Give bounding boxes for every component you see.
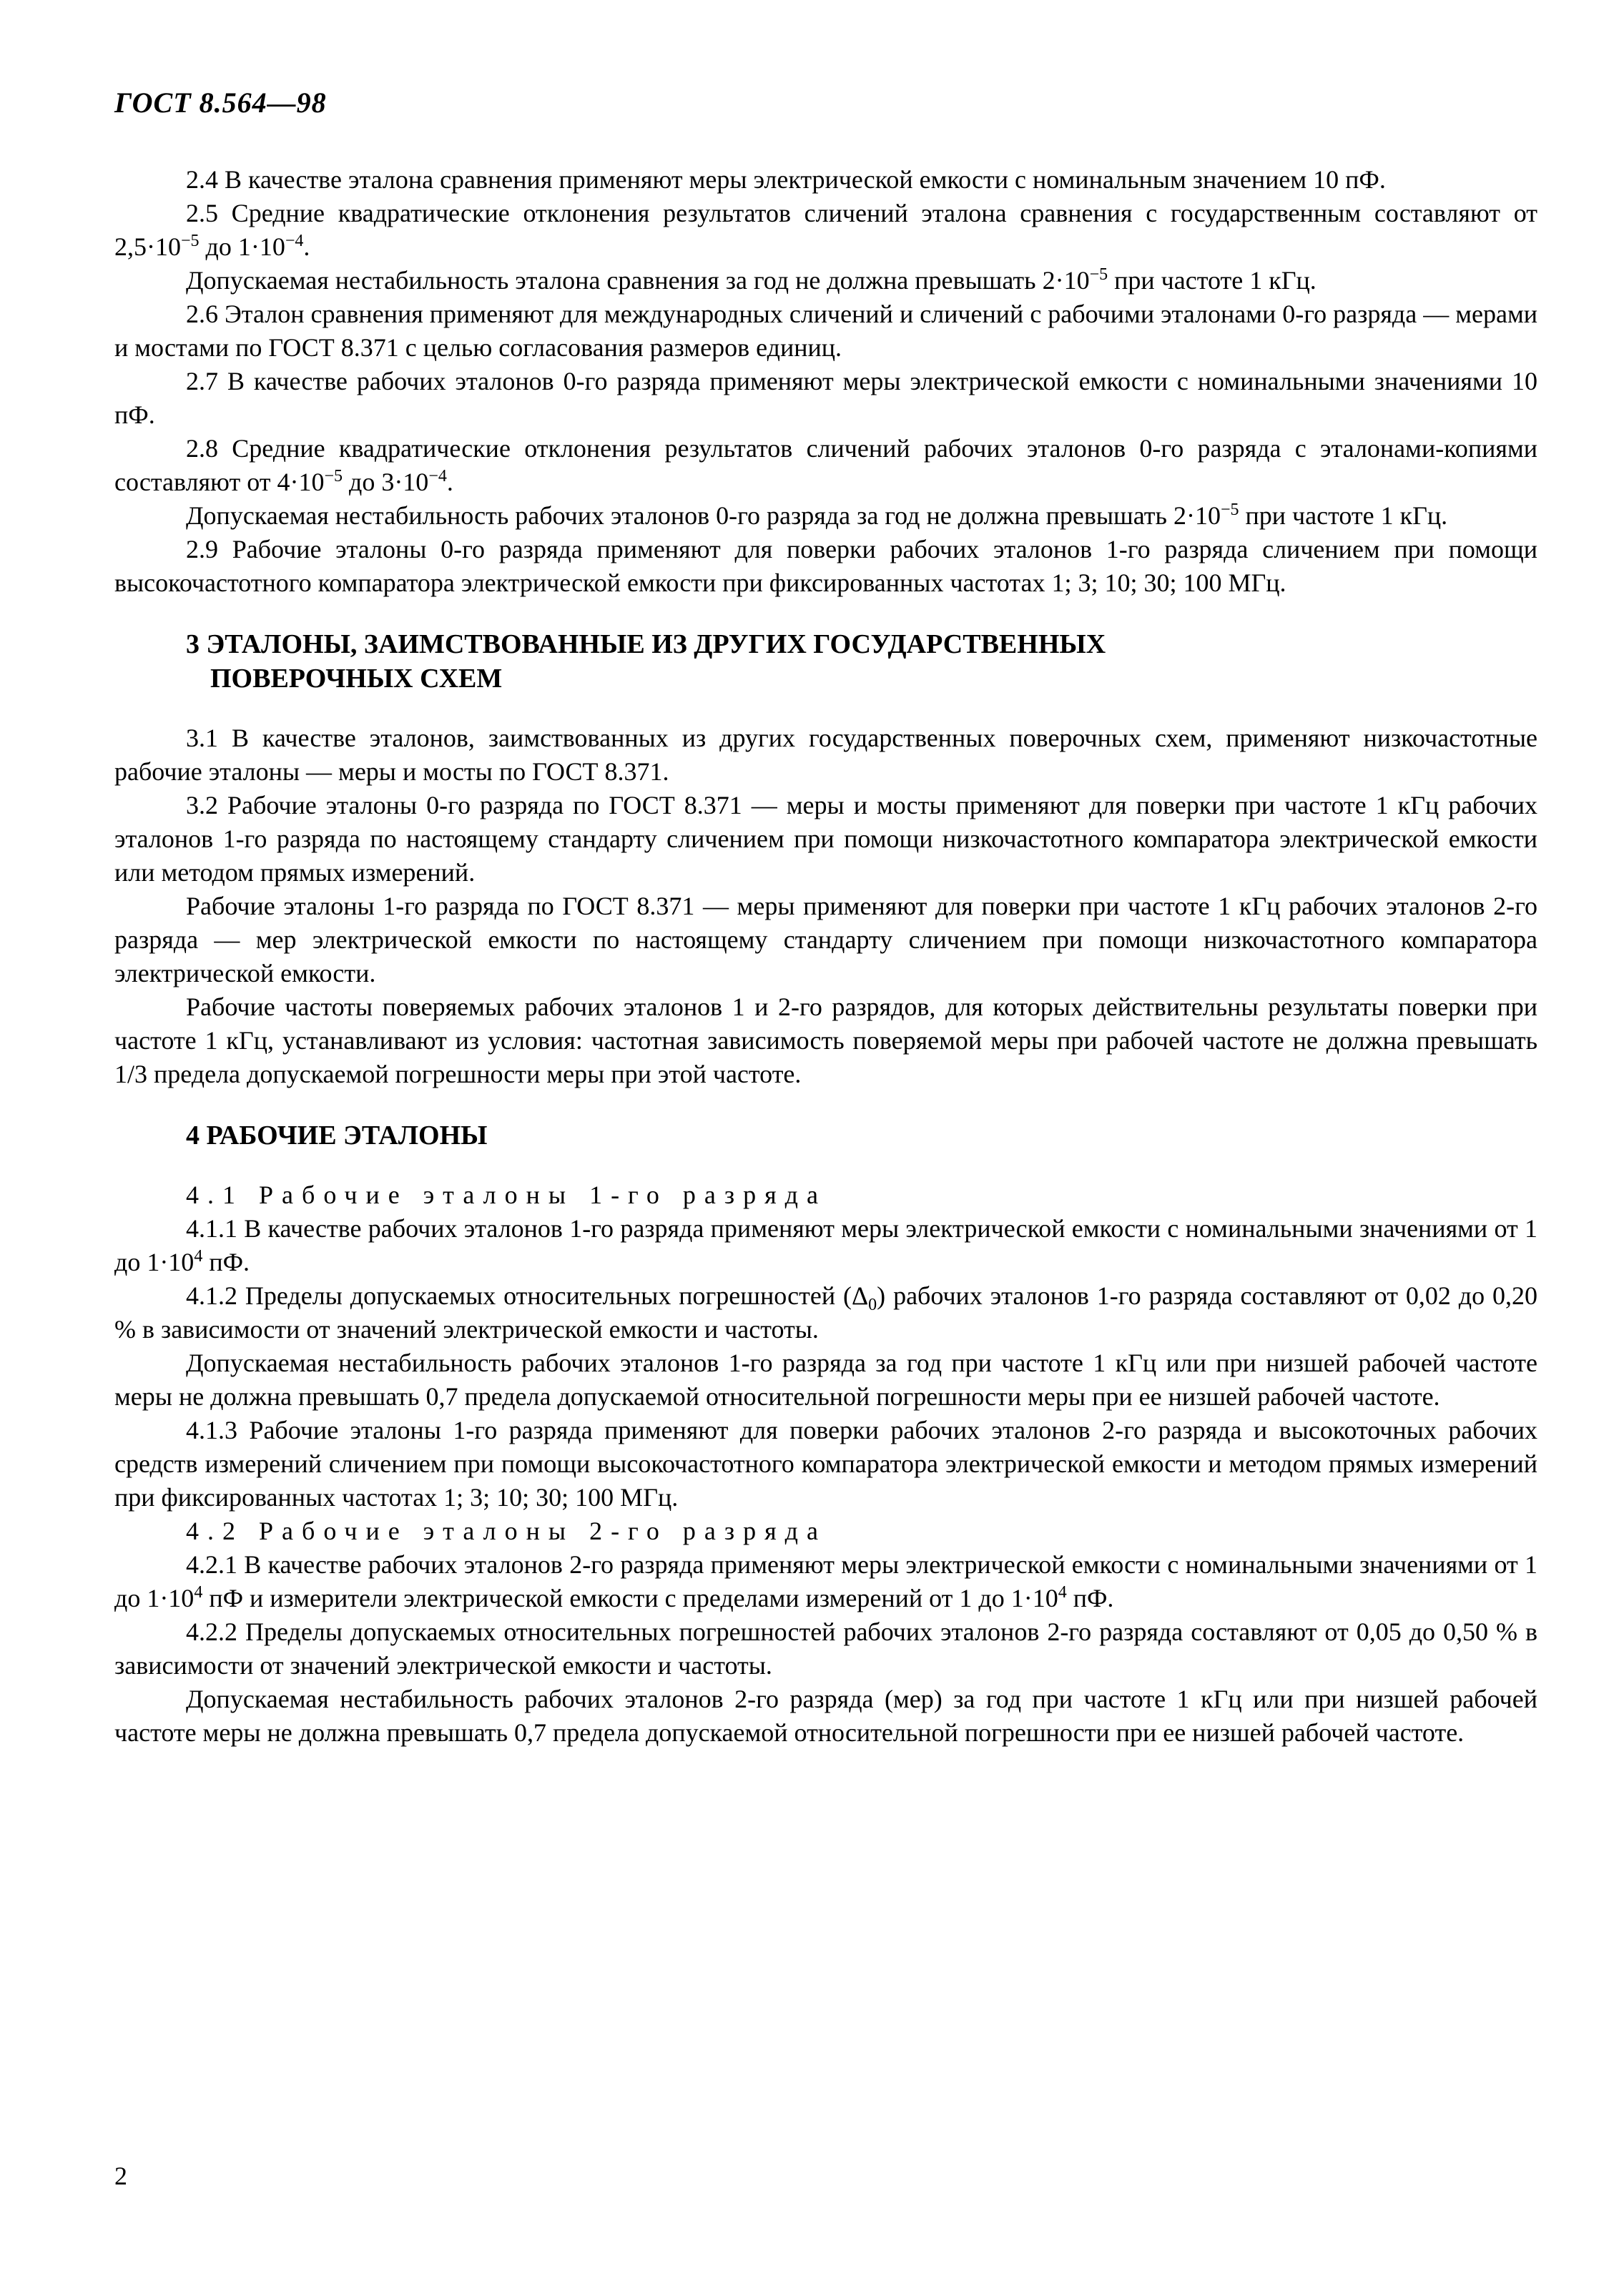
paragraph-4-2-2-stability: Допускаемая нестабильность рабочих эталонов 2-го разряда (мер) за год при частоте 1 кГц или при низшей рабочей частоте меры не должна превышать 0,7 предела допускаемой относительной погрешности при ее низшей рабочей частоте. <box>114 1685 1537 1747</box>
exponent: 4 <box>1058 1583 1067 1602</box>
paragraph-2-8-stability: Допускаемая нестабильность рабочих эталонов 0-го разряда за год не должна превышать $2\cdot 10^{-5}$ при частоте 1 кГц. <box>186 501 1448 530</box>
paragraph-2-4: 2.4 В качестве эталона сравнения применяют меры электрической емкости с номинальным значением 10 пФ. <box>186 165 1386 194</box>
subsection-4-1-heading: 4.1 Рабочие эталоны 1-го разряда <box>186 1181 827 1209</box>
exponent: −4 <box>428 467 447 486</box>
subsection-4-2-heading: 4.2 Рабочие эталоны 2-го разряда <box>186 1517 827 1545</box>
exponent: −5 <box>181 232 200 250</box>
paragraph-4-2-1: 4.2.1 В качестве рабочих эталонов 2-го разряда применяют меры электрической емкости с номинальными значениями от 1 до $1\cdot 10^4$ пФ и измерители электрической емкости с пределами измерений от 1 до $1\cdot 10^4$ пФ. <box>114 1550 1537 1612</box>
paragraph-3-2: 3.2 Рабочие эталоны 0-го разряда по ГОСТ 8.371 — меры и мосты применяют для поверки при частоте 1 кГц рабочих эталонов 1-го разряда по настоящему стандарту сличением при помощи низкочастотного компаратора электрической емкости или методом прямых измерений. <box>114 791 1537 887</box>
exponent: −5 <box>1089 265 1108 284</box>
paragraph-2-5: 2.5 Средние квадратические отклонения результатов сличений эталона сравнения с государственным составляют от $2,5\cdot 10^{-5}$ до $1\cdot 10^{-4}$. <box>114 199 1537 261</box>
paragraph-4-2-2: 4.2.2 Пределы допускаемых относительных погрешностей рабочих эталонов 2-го разряда составляют от 0,05 до 0,50 % в зависимости от значений электрической емкости и частоты. <box>114 1617 1537 1680</box>
exponent: −4 <box>285 232 304 250</box>
paragraph-4-1-2-stability: Допускаемая нестабильность рабочих эталонов 1-го разряда за год при частоте 1 кГц или при низшей рабочей частоте меры не должна превышать 0,7 предела допускаемой относительной погрешности меры при ее низшей рабочей частоте. <box>114 1349 1537 1411</box>
paragraph-3-2-second: Рабочие эталоны 1-го разряда по ГОСТ 8.371 — меры применяют для поверки при частоте 1 кГц рабочих эталонов 2-го разряда — мер электрической емкости по настоящему стандарту сличением при помощи низкочастотного компаратора электрической емкости. <box>114 892 1537 987</box>
exponent: 4 <box>194 1583 203 1602</box>
exponent: −5 <box>1220 501 1239 519</box>
paragraph-4-1-2: 4.1.2 Пределы допускаемых относительных погрешностей $(\Delta_0)$ рабочих эталонов 1-го разряда составляют от 0,02 до 0,20 % в зависимости от значений электрической емкости и частоты. <box>114 1281 1537 1344</box>
document-body <box>114 163 1537 1750</box>
exponent: −5 <box>324 467 343 486</box>
paragraph-2-5-stability: Допускаемая нестабильность эталона сравнения за год не должна превышать $2\cdot 10^{-5}$ при частоте 1 кГц. <box>186 265 1317 295</box>
subscript: 0 <box>868 1296 877 1315</box>
paragraph-2-9: 2.9 Рабочие эталоны 0-го разряда применяют для поверки рабочих эталонов 1-го разряда сличением при помощи высокочастотного компаратора электрической емкости при фиксированных частотах 1; 3; 10; 30; 100 МГц. <box>114 535 1537 597</box>
paragraph-3-1: 3.1 В качестве эталонов, заимствованных из других государственных поверочных схем, применяют низкочастотные рабочие эталоны — меры и мосты по ГОСТ 8.371. <box>114 724 1537 786</box>
document-header: ГОСТ 8.564—98 <box>114 87 327 119</box>
paragraph-2-6: 2.6 Эталон сравнения применяют для международных сличений и сличений с рабочими эталонами 0-го разряда — мерами и мостами по ГОСТ 8.371 с целью согласования размеров единиц. <box>114 300 1537 362</box>
section-4-heading: 4 РАБОЧИЕ ЭТАЛОНЫ <box>186 1120 488 1151</box>
section-3-heading: 3 ЭТАЛОНЫ, ЗАИМСТВОВАННЫЕ ИЗ ДРУГИХ ГОСУДАРСТВЕННЫХ ПОВЕРОЧНЫХ СХЕМ <box>186 629 1106 694</box>
paragraph-2-7: 2.7 В качестве рабочих эталонов 0-го разряда применяют меры электрической емкости с номинальными значениями 10 пФ. <box>114 367 1537 429</box>
exponent: 4 <box>194 1247 203 1266</box>
paragraph-2-8: 2.8 Средние квадратические отклонения результатов сличений рабочих эталонов 0-го разряда с эталонами-копиями составляют от $4\cdot 10^{-5}$ до $3\cdot 10^{-4}$. <box>114 434 1537 496</box>
paragraph-3-2-third: Рабочие частоты поверяемых рабочих эталонов 1 и 2-го разрядов, для которых действительны результаты поверки при частоте 1 кГц, устанавливают из условия: частотная зависимость поверяемой меры при рабочей частоте не должна превышать 1/3 предела допускаемой погрешности меры при этой частоте. <box>114 992 1537 1088</box>
paragraph-4-1-1: 4.1.1 В качестве рабочих эталонов 1-го разряда применяют меры электрической емкости с номинальными значениями от 1 до $1\cdot 10^4$ пФ. <box>114 1214 1537 1276</box>
paragraph-4-1-3: 4.1.3 Рабочие эталоны 1-го разряда применяют для поверки рабочих эталонов 2-го разряда и высокоточных рабочих средств измерений сличением при помощи высокочастотного компаратора электрической емкости и методом прямых измерений при фиксированных частотах 1; 3; 10; 30; 100 МГц. <box>114 1416 1537 1512</box>
page-number: 2 <box>114 2162 127 2190</box>
